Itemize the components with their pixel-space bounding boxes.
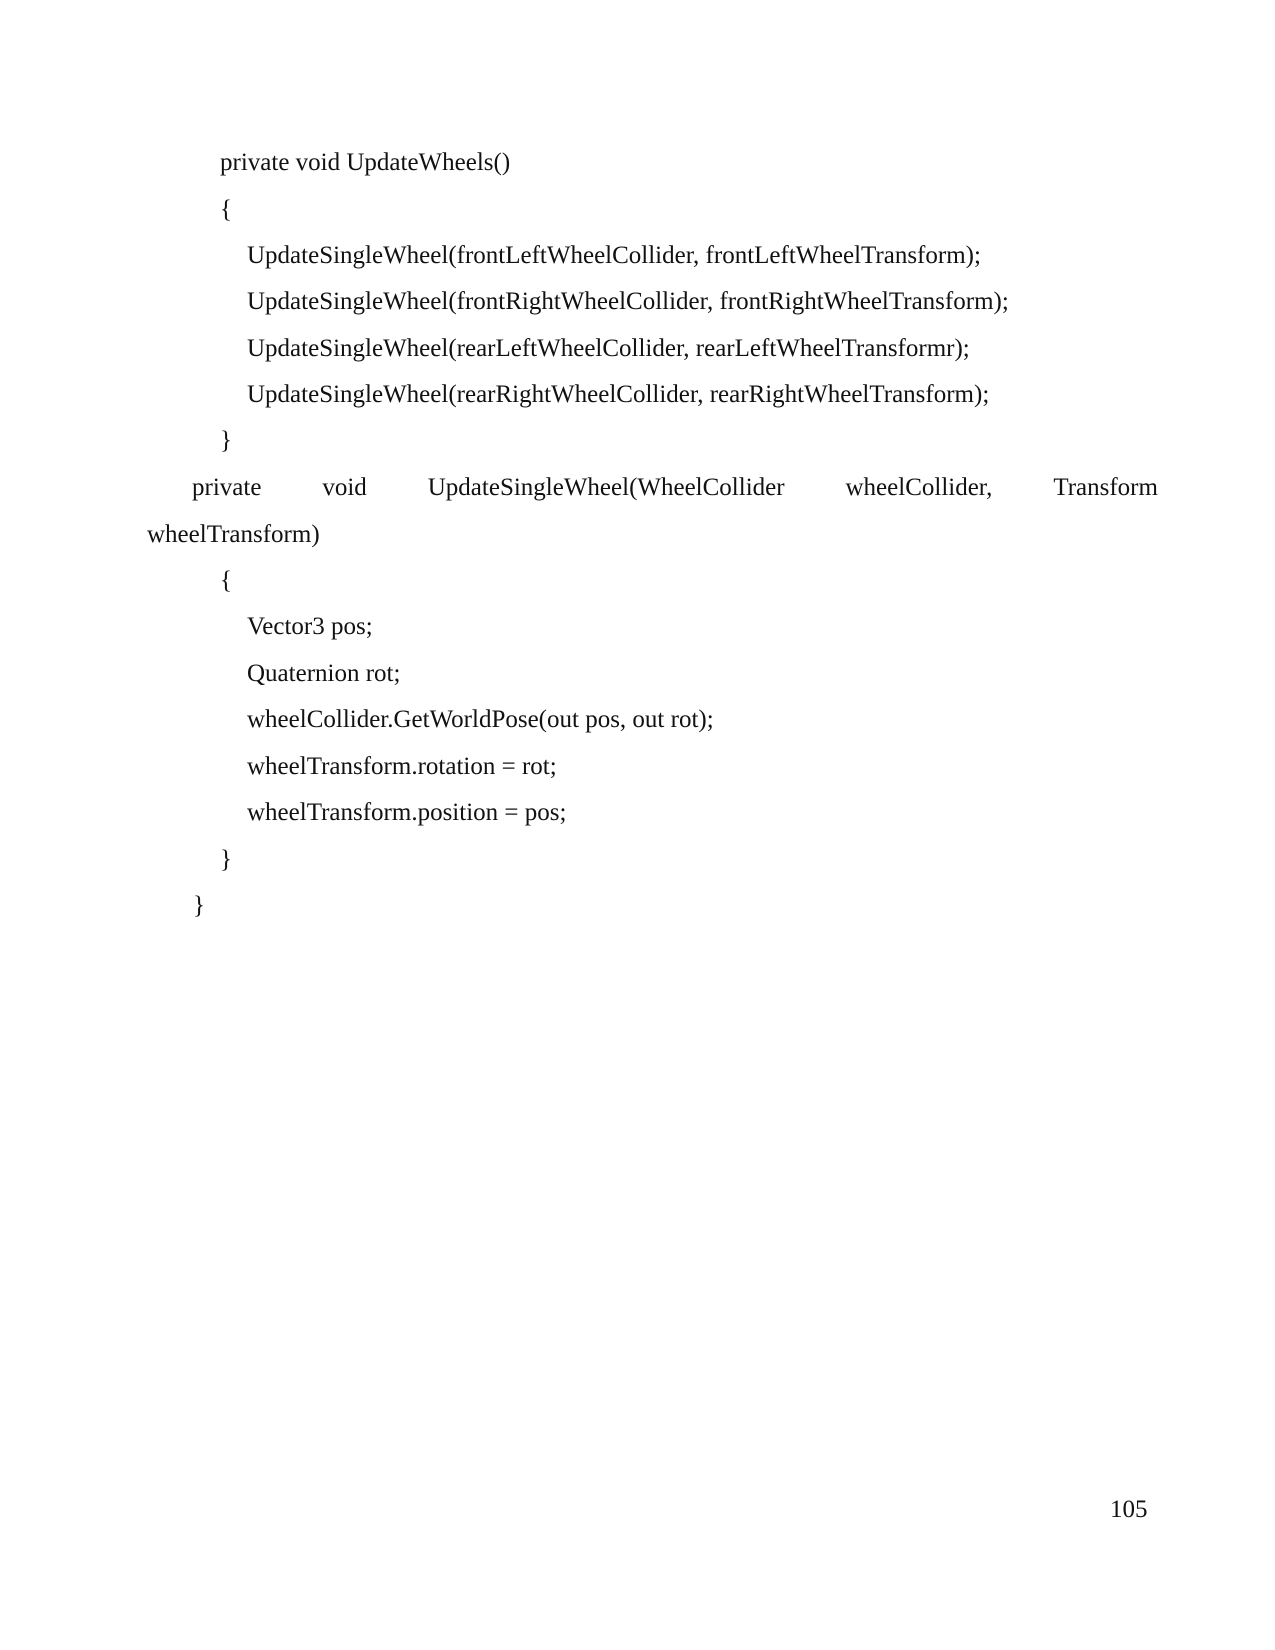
open-brace: { (220, 196, 232, 223)
signature-continuation: wheelTransform) (147, 521, 320, 548)
code-line: wheelCollider.GetWorldPose(out pos, out rot); (247, 706, 714, 733)
justified-word: Transform (1053, 474, 1158, 501)
code-line: UpdateSingleWheel(frontLeftWheelCollider, frontLeftWheelTransform); (247, 242, 981, 269)
open-brace: { (220, 567, 232, 594)
method-signature-update-wheels: private void UpdateWheels() (220, 149, 511, 176)
page-number: 105 (1110, 1496, 1148, 1523)
close-brace-class: } (193, 892, 205, 919)
code-line: wheelTransform.rotation = rot; (247, 753, 557, 780)
justified-word: wheelCollider, (845, 474, 993, 501)
justified-word: UpdateSingleWheel(WheelCollider (427, 474, 785, 501)
code-line: Vector3 pos; (247, 613, 373, 640)
code-line: UpdateSingleWheel(rearLeftWheelCollider, rearLeftWheelTransformr); (247, 335, 970, 362)
close-brace: } (220, 427, 232, 454)
justified-word: void (322, 474, 367, 501)
close-brace: } (220, 846, 232, 873)
code-line: Quaternion rot; (247, 660, 401, 687)
code-line: UpdateSingleWheel(frontRightWheelCollider, frontRightWheelTransform); (247, 288, 1009, 315)
code-line: UpdateSingleWheel(rearRightWheelCollider, rearRightWheelTransform); (247, 381, 990, 408)
justified-word: private (192, 474, 262, 501)
method-signature-update-single-wheel (192, 473, 1158, 503)
code-line: wheelTransform.position = pos; (247, 799, 567, 826)
